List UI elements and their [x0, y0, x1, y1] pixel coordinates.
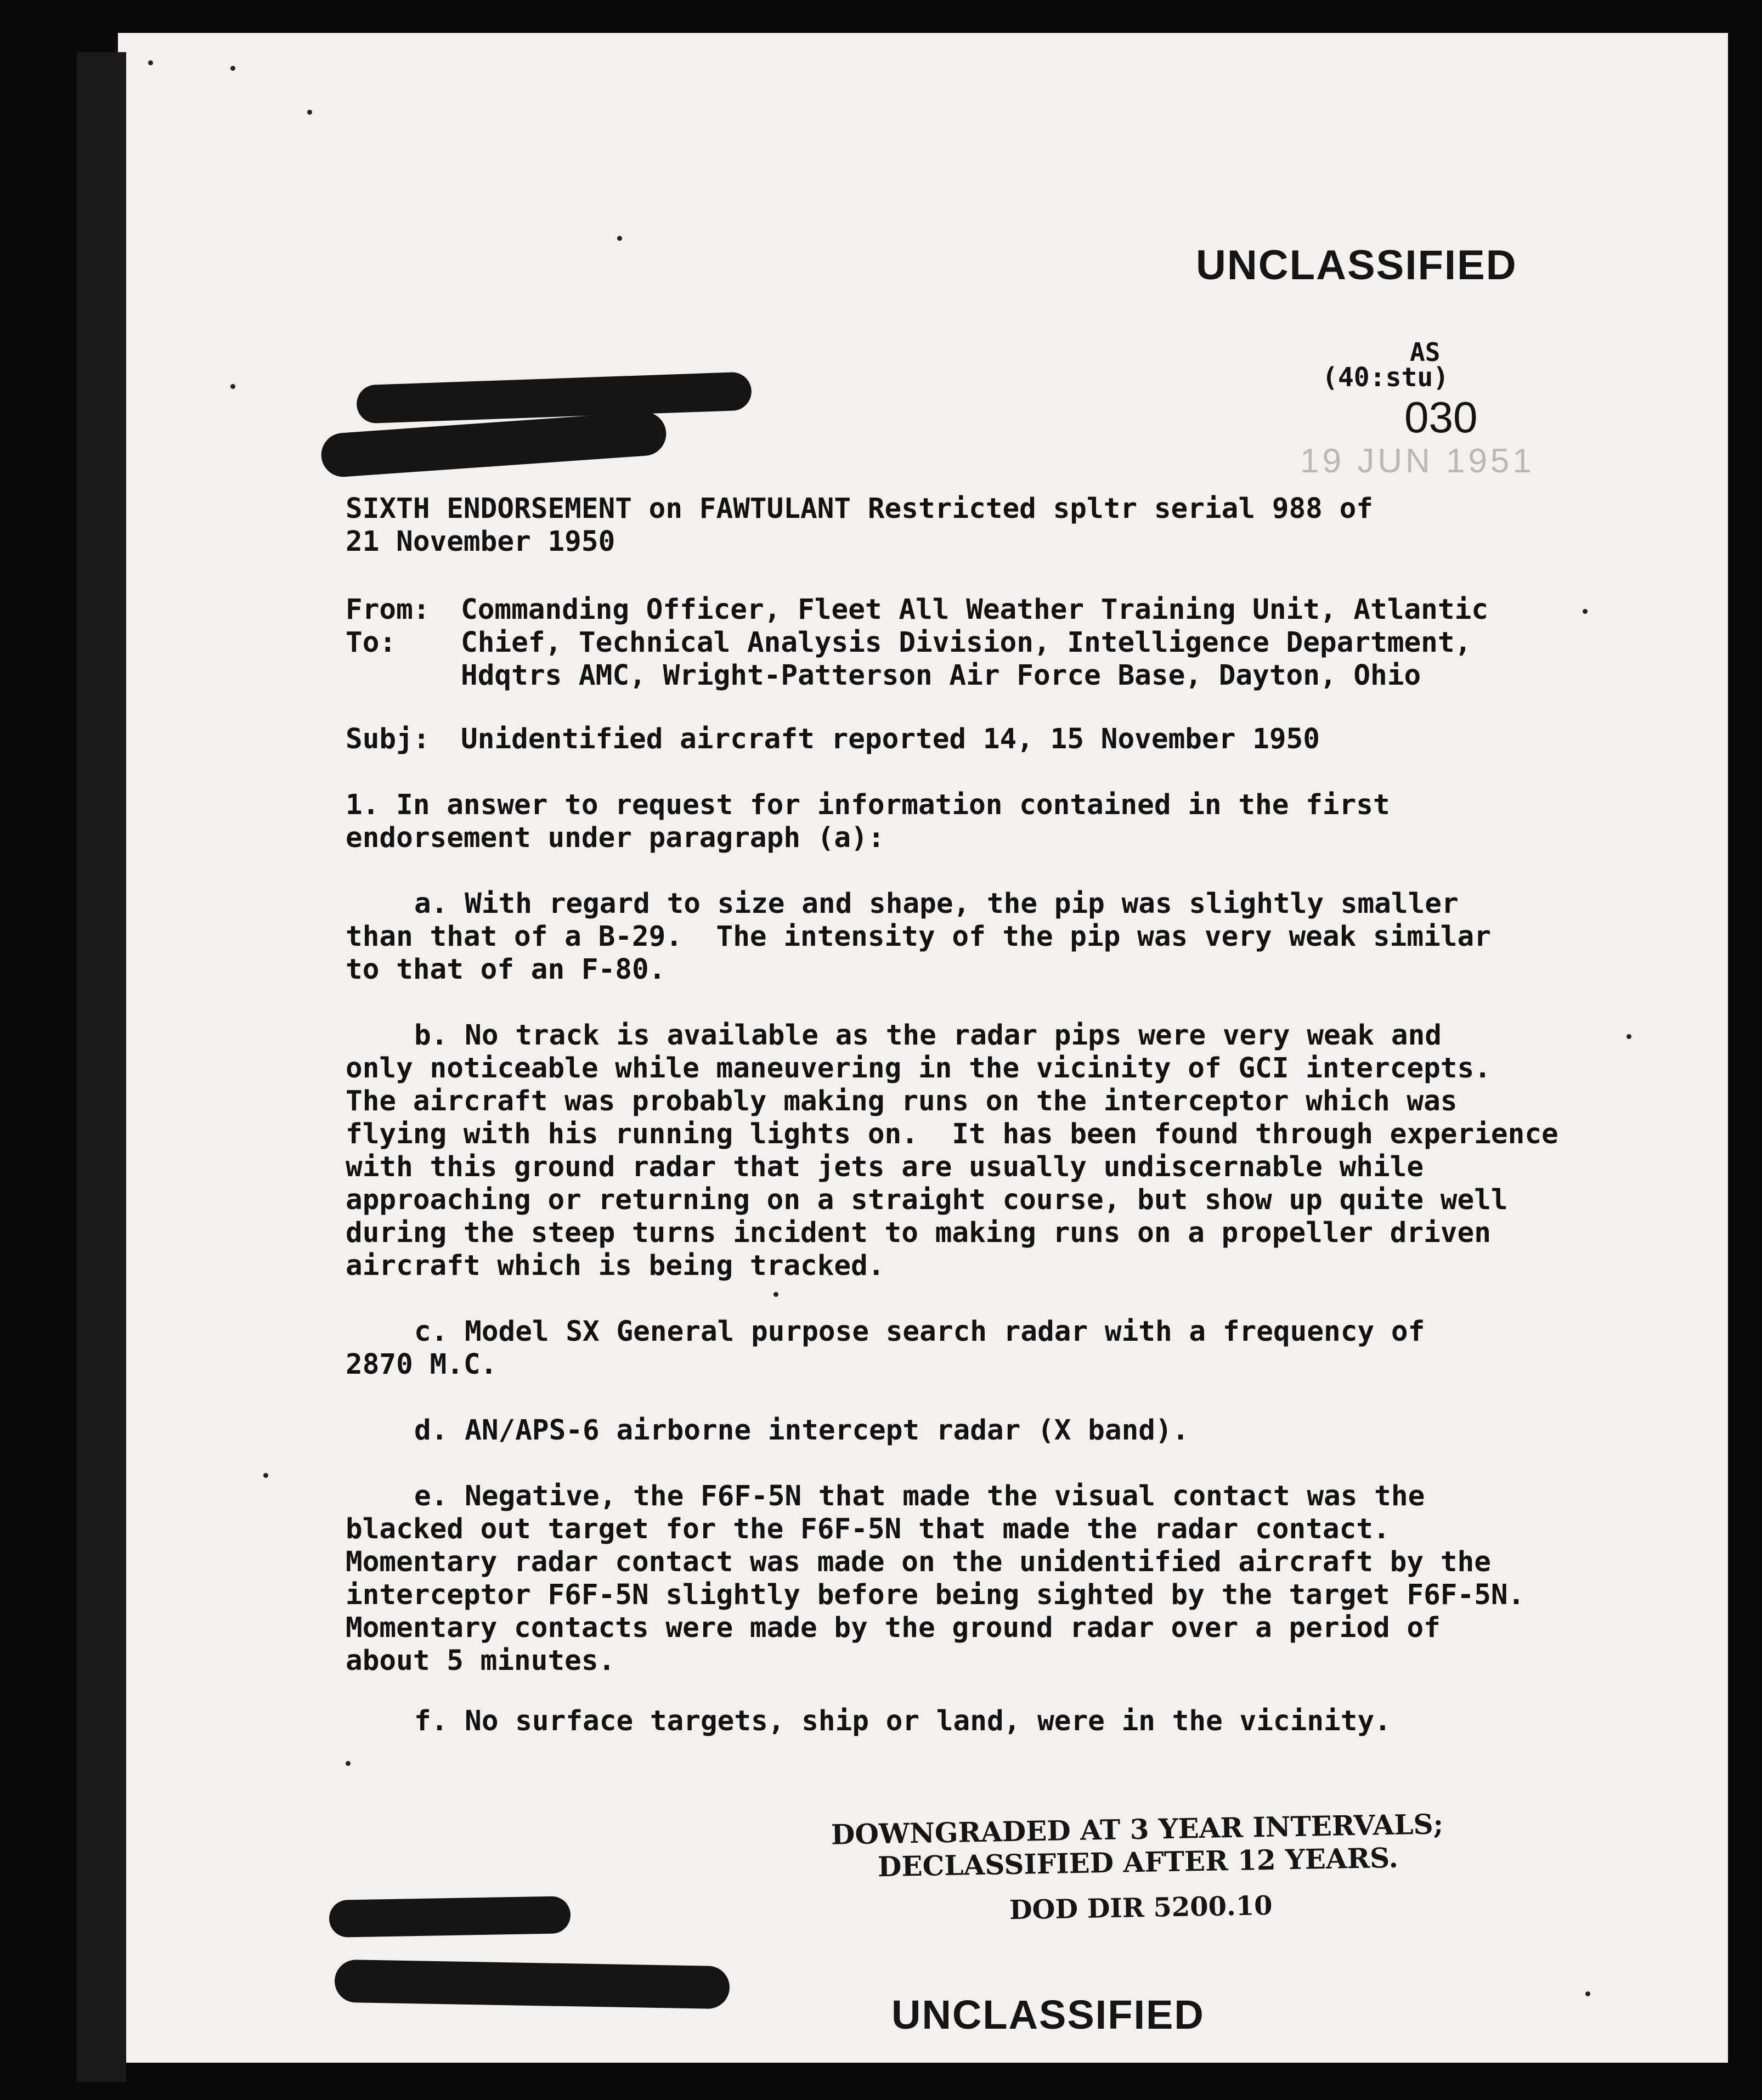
scan-speck	[148, 60, 153, 65]
item-e-line: blacked out target for the F6F-5N that made the radar contact.	[346, 1513, 1390, 1545]
to-label: To:	[346, 626, 397, 659]
date-stamp: 19 JUN 1951	[1300, 442, 1535, 480]
scan-speck	[346, 1761, 351, 1766]
item-c-line: 2870 M.C.	[346, 1348, 498, 1381]
to-text: Chief, Technical Analysis Division, Intelligence Department,	[461, 626, 1472, 659]
from-label: From:	[346, 594, 430, 626]
paragraph-1: endorsement under paragraph (a):	[346, 822, 885, 854]
item-a-line: to that of an F-80.	[346, 953, 666, 986]
item-e-line: Momentary contacts were made by the ground radar over a period of	[346, 1612, 1441, 1644]
file-code-number: 030	[1404, 393, 1478, 442]
file-code-line1: AS	[1410, 337, 1441, 367]
item-b-line: approaching or returning on a straight course, but show up quite well	[346, 1184, 1508, 1216]
scan-speck	[263, 1473, 268, 1478]
file-code-line2: (40:stu)	[1322, 362, 1449, 393]
header-line: SIXTH ENDORSEMENT on FAWTULANT Restricted spltr serial 988 of	[346, 493, 1373, 525]
scan-speck	[1583, 609, 1588, 614]
downgrade-stamp: DECLASSIFIED AFTER 12 YEARS.	[877, 1841, 1399, 1883]
item-b-line: b. No track is available as the radar pips were very weak and	[414, 1019, 1442, 1052]
downgrade-stamp: DOD DIR 5200.10	[1009, 1890, 1273, 1926]
item-f-line: f. No surface targets, ship or land, were in the vicinity.	[414, 1705, 1391, 1737]
item-e-line: interceptor F6F-5N slightly before being sighted by the target F6F-5N.	[346, 1579, 1525, 1611]
item-e-line: e. Negative, the F6F-5N that made the visual contact was the	[414, 1480, 1425, 1512]
item-b-line: The aircraft was probably making runs on the interceptor which was	[346, 1085, 1458, 1117]
header-line: 21 November 1950	[346, 526, 615, 558]
item-c-line: c. Model SX General purpose search radar with a frequency of	[414, 1316, 1425, 1348]
scan-edge-shadow	[77, 52, 126, 2082]
subject-text: Unidentified aircraft reported 14, 15 November 1950	[461, 723, 1320, 755]
item-b-line: only noticeable while maneuvering in the vicinity of GCI intercepts.	[346, 1052, 1491, 1085]
item-b-line: flying with his running lights on. It has been found through experience	[346, 1118, 1558, 1150]
top-classification-stamp: UNCLASSIFIED	[1196, 242, 1517, 289]
item-e-line: about 5 minutes.	[346, 1645, 615, 1677]
subject-label: Subj:	[346, 723, 430, 755]
item-a-line: than that of a B-29. The intensity of the pip was very weak similar	[346, 921, 1491, 953]
from-text: Commanding Officer, Fleet All Weather Training Unit, Atlantic	[461, 594, 1488, 626]
paragraph-1: 1. In answer to request for information contained in the first	[346, 789, 1390, 821]
scan-speck	[1585, 1991, 1590, 1996]
item-b-line: with this ground radar that jets are usually undiscernable while	[346, 1151, 1424, 1183]
item-b-line: during the steep turns incident to making runs on a propeller driven	[346, 1217, 1491, 1249]
scan-speck	[307, 110, 312, 115]
downgrade-stamp: DOWNGRADED AT 3 YEAR INTERVALS;	[831, 1808, 1444, 1851]
scan-speck	[230, 384, 235, 389]
item-d-line: d. AN/APS-6 airborne intercept radar (X band).	[414, 1414, 1189, 1447]
item-b-line: aircraft which is being tracked.	[346, 1250, 885, 1282]
letter-body	[346, 0, 1580, 1810]
scan-speck	[617, 236, 622, 241]
to-text: Hdqtrs AMC, Wright-Patterson Air Force Base, Dayton, Ohio	[461, 659, 1421, 692]
item-a-line: a. With regard to size and shape, the pip was slightly smaller	[414, 888, 1459, 920]
item-e-line: Momentary radar contact was made on the unidentified aircraft by the	[346, 1546, 1491, 1578]
bottom-classification-stamp: UNCLASSIFIED	[891, 1992, 1205, 2037]
scan-speck	[230, 66, 235, 71]
redaction-bar	[329, 1896, 571, 1938]
scan-speck	[1627, 1034, 1631, 1039]
redaction-bar	[334, 1960, 730, 2009]
scan-speck	[773, 1292, 778, 1297]
